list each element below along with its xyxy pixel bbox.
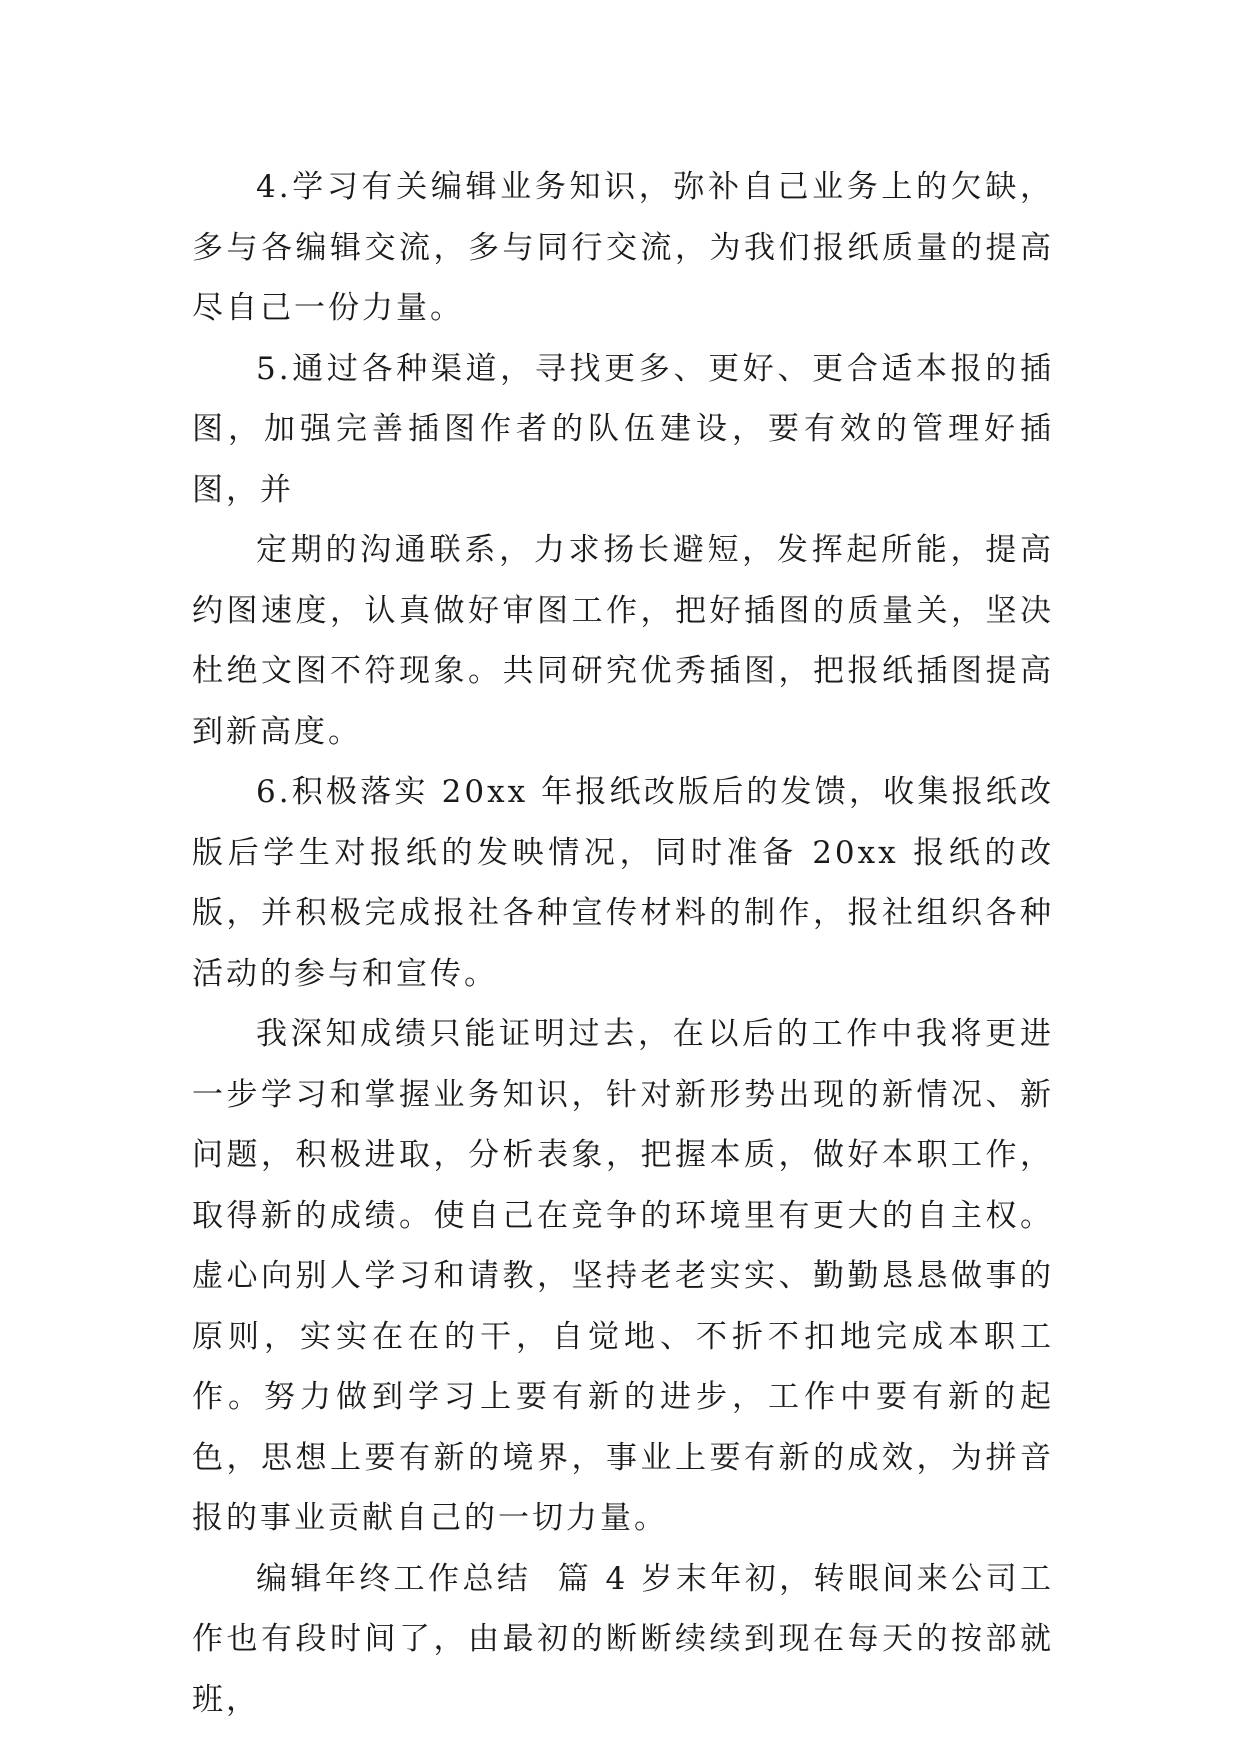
paragraph-item-5-continued: 定期的沟通联系，力求扬长避短，发挥起所能，提高约图速度，认真做好审图工作，把好插图的质量关，坚决杜绝文图不符现象。共同研究优秀插图，把报纸插图提高到新高度。 bbox=[192, 532, 1054, 750]
paragraph-item-6: 6.积极落实 20xx 年报纸改版后的发馈，收集报纸改版后学生对报纸的发映情况，同时准备 20xx 报纸的改版，并积极完成报社各种宣传材料的制作，报社组织各种活动的参与和宣传。 bbox=[192, 774, 1054, 992]
document-body bbox=[192, 157, 1054, 1730]
paragraph-item-5: 5.通过各种渠道，寻找更多、更好、更合适本报的插图，加强完善插图作者的队伍建设，要有效的管理好插图，并 bbox=[192, 350, 1054, 508]
paragraph-conclusion: 我深知成绩只能证明过去，在以后的工作中我将更进一步学习和掌握业务知识，针对新形势出现的新情况、新问题，积极进取，分析表象，把握本质，做好本职工作，取得新的成绩。使自己在竞争的环境里有更大的自主权。虚心向别人学习和请教，坚持老老实实、勤勤恳恳做事的原则，实实在在的干，自觉地、不折不扣地完成本职工作。努力做到学习上要有新的进步，工作中要有新的起色，思想上要有新的境界，事业上要有新的成效，为拼音报的事业贡献自己的一切力量。 bbox=[192, 1016, 1054, 1536]
section-body: 岁末年初，转眼间来公司工作也有段时间了，由最初的断断续续到现在每天的按部就班， bbox=[192, 1560, 1054, 1718]
section-spacer bbox=[628, 1561, 641, 1597]
section-paragraph bbox=[192, 1549, 1054, 1731]
section-heading: 编辑年终工作总结 篇 4 bbox=[256, 1560, 629, 1597]
paragraph-item-4: 4.学习有关编辑业务知识，弥补自己业务上的欠缺，多与各编辑交流，多与同行交流，为我们报纸质量的提高尽自己一份力量。 bbox=[192, 169, 1054, 326]
